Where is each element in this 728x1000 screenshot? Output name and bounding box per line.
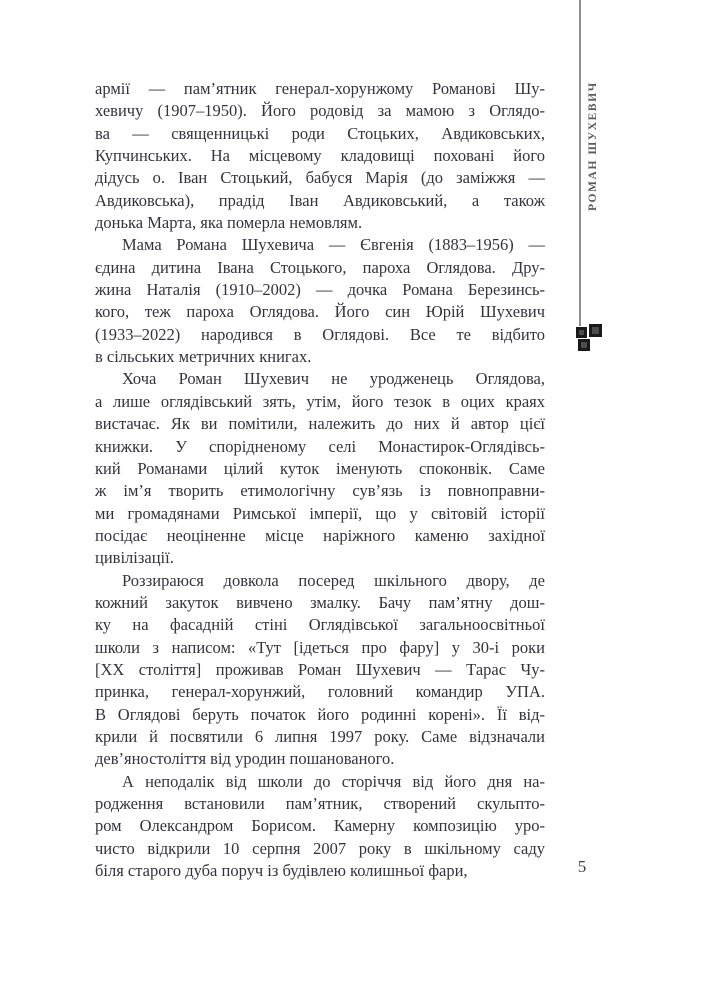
text-line: крили й посвятили 6 липня 1997 року. Саме відзначали	[95, 726, 545, 746]
ornament-square-bottom-left	[578, 339, 590, 351]
text-line: хевичу (1907–1950). Його родовід за мамою з Оглядо-	[95, 101, 545, 121]
text-line: Роззираюся довкола посеред шкільного двору, де	[122, 570, 545, 590]
text-line: чисто відкрили 10 серпня 2007 року в шкільному саду	[95, 838, 545, 858]
text-line: Купчинських. На місцевому кладовищі поховані його	[95, 146, 545, 166]
text-line: В Оглядові беруть початок його родинні корені». Її від-	[95, 704, 545, 724]
text-line: А неподалік від школи до сторіччя від його дня на-	[122, 771, 545, 791]
text-line: принка, генерал-хорунжий, головний командир УПА.	[95, 682, 545, 702]
text-line: армії — пам’ятник генерал-хорунжому Романові Шу-	[95, 79, 545, 98]
text-line: Хоча Роман Шухевич не уродженець Оглядова,	[122, 369, 545, 389]
text-line: Авдиковська), прадід Іван Авдиковський, а також	[95, 190, 545, 210]
text-block	[95, 78, 545, 882]
text-line: цивілізації.	[95, 548, 174, 568]
text-line: ром Олександром Борисом. Камерну композицію уро-	[95, 816, 545, 836]
running-title: РОМАН ШУХЕВИЧ	[587, 81, 599, 211]
text-line: ми громадянами Римської імперії, що у світовій історії	[95, 503, 545, 523]
text-line: посідає неоціненне місце наріжного каменю західної	[95, 525, 545, 545]
text-line: в сільських метричних книгах.	[95, 347, 312, 367]
text-line: [XX століття] проживав Роман Шухевич — Тарас Чу-	[95, 659, 545, 679]
page-number: 5	[577, 857, 587, 876]
text-line: дев’яностоліття від уродин пошанованого.	[95, 749, 395, 769]
text-line: єдина дитина Івана Стоцького, пароха Оглядова. Дру-	[95, 257, 545, 277]
paragraph	[95, 78, 545, 234]
paragraph	[95, 368, 545, 569]
text-line: Мама Романа Шухевича — Євгенія (1883–1956) —	[122, 235, 545, 255]
text-line: родження встановили пам’ятник, створений скульпто-	[95, 794, 545, 813]
text-line: (1933–2022) народився в Оглядові. Все те відбито	[95, 324, 545, 344]
paragraph	[95, 234, 545, 368]
margin-rule	[579, 0, 581, 326]
text-line: книжки. У спорідненому селі Монастирок-Оглядівсь-	[95, 436, 545, 456]
ornament-square-top-left	[576, 327, 587, 338]
text-line: кого, теж пароха Оглядова. Його син Юрій Шухевич	[95, 302, 545, 322]
paragraph	[95, 570, 545, 771]
text-line: ж ім’я творить етимологічну сув’язь із повноправни-	[95, 481, 545, 501]
text-line: кий Романами цілий куток іменують споконвік. Саме	[95, 458, 545, 478]
ornament-square-top-right	[589, 324, 602, 337]
paragraph	[95, 771, 545, 883]
text-line: вистачає. Як ви помітили, належить до них й автор цієї	[95, 414, 545, 434]
text-line: жина Наталія (1910–2002) — дочка Романа Березинсь-	[95, 280, 545, 300]
text-line: ку на фасадній стіні Оглядівської загальноосвітньої	[95, 615, 545, 635]
text-line: школи з написом: «Тут [ідеться про фару] у 30-і роки	[95, 637, 545, 657]
text-line: донька Марта, яка померла немовлям.	[95, 213, 363, 233]
text-line: ва — священницькі роди Стоцьких, Авдиковських,	[95, 123, 545, 143]
text-line: а лише оглядівський зять, утім, його тезок в оцих краях	[95, 391, 545, 411]
text-line: кожний закуток вивчено змалку. Бачу пам’ятну дош-	[95, 592, 545, 612]
text-line: біля старого дуба поруч із будівлею колишньої фари,	[95, 861, 468, 881]
publisher-pixel-cross-icon	[576, 324, 606, 354]
text-line: дідусь о. Іван Стоцький, бабуся Марія (до заміжжя —	[95, 168, 545, 188]
